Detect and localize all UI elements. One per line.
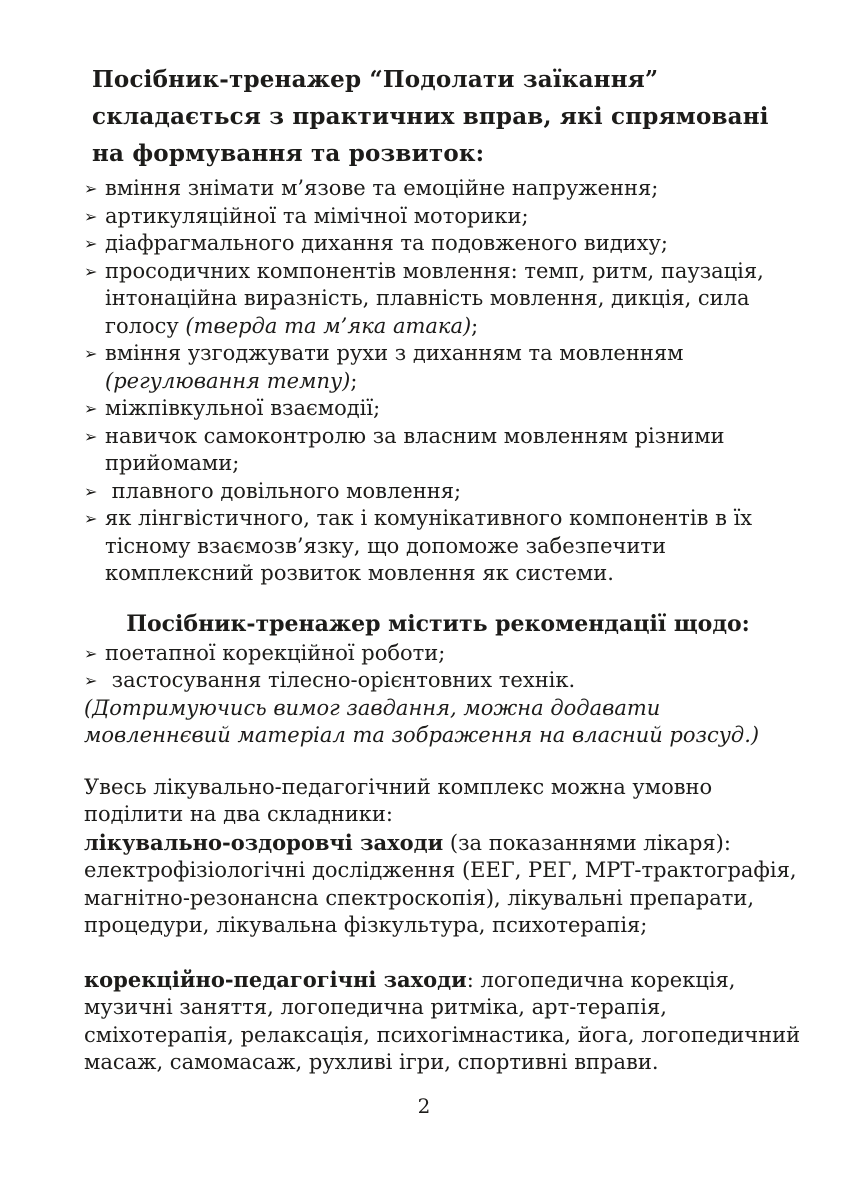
heading-main: Посібник-тренажер “Подолати заїкання” складається з практичних вправ, які спрямовані на формування та розвиток: xyxy=(92,66,769,167)
page-number: 2 xyxy=(417,1094,431,1118)
heading-recommendations: Посібник-тренажер містить рекомендації щодо: xyxy=(126,610,750,637)
list-item-text xyxy=(105,478,806,506)
text-run: Увесь лікувально-педагогічний комплекс можна умовно поділити на два складники: xyxy=(84,774,713,826)
arrow-bullet-icon: ➢ xyxy=(84,671,98,690)
list-item xyxy=(84,230,806,258)
text-run: корекційно-педагогічні заходи xyxy=(84,966,467,992)
bullet-list-development xyxy=(84,175,806,588)
text-run: (тверда та м’яка атака) xyxy=(185,313,472,338)
text-run: плавного довільного мовлення; xyxy=(105,478,462,503)
list-item-text xyxy=(105,230,806,258)
list-item xyxy=(84,505,806,588)
list-item-text xyxy=(105,395,806,423)
arrow-bullet-icon: ➢ xyxy=(84,179,98,198)
text-run: лікувально-оздоровчі заходи xyxy=(84,829,444,855)
list-item-text xyxy=(105,258,806,341)
list-item-text xyxy=(105,667,806,695)
list-item xyxy=(84,340,806,395)
list-item xyxy=(84,640,806,668)
list-item-text xyxy=(105,505,806,588)
page-content xyxy=(84,61,806,1077)
arrow-bullet-icon: ➢ xyxy=(84,234,98,253)
text-run: як лінгвістичного, так і комунікативного компонентів в їх тісному взаємозв’язку, що допоможе забезпечити комплексний розвиток мовлення як системи. xyxy=(105,506,753,585)
note-italic: (Дотримуючись вимог завдання, можна додавати мовленнєвий матеріал та зображення на власний розсуд.) xyxy=(84,695,760,747)
text-run: застосування тілесно-орієнтовних технік. xyxy=(105,668,576,692)
arrow-bullet-icon: ➢ xyxy=(84,344,98,363)
text-run: (за показаннями лікаря): електрофізіологічні дослідження (ЕЕГ, РЕГ, МРТ-трактографія, магнітно-резонансна спектроскопія), лікувальні препарати, процедури, лікувальна фізкультура, психотерапія; xyxy=(84,830,797,937)
text-run: : логопедична корекція, музичні заняття, логопедична ритміка, арт-терапія, сміхотерапія, релаксація, психогімнастика, йога, логопедичний масаж, самомасаж, рухливі ігри, спортивні вправи. xyxy=(84,967,801,1074)
text-run: (регулювання темпу) xyxy=(105,368,351,393)
text-run: ; xyxy=(471,313,479,338)
text-run: міжпівкульної взаємодії; xyxy=(105,396,381,420)
paragraph-pedagogical-measures xyxy=(84,966,806,1077)
text-run: просодичних компонентів мовлення: темп, ритм, паузація, інтонаційна виразність, плавність мовлення, дикція, сила голосу xyxy=(105,258,764,338)
bullet-list-recommendations xyxy=(84,640,806,695)
list-item-text xyxy=(105,423,806,478)
arrow-bullet-icon: ➢ xyxy=(84,261,98,281)
arrow-bullet-icon: ➢ xyxy=(84,426,98,446)
text-run: діафрагмального дихання та подовженого видиху; xyxy=(105,231,668,255)
list-item xyxy=(84,478,806,506)
paragraph-medical-measures xyxy=(84,829,806,940)
list-item-text xyxy=(105,340,806,395)
list-item-text xyxy=(105,175,806,203)
list-item xyxy=(84,258,806,341)
paragraph-intro xyxy=(84,774,806,829)
text-run: артикуляційної та мімічної моторики; xyxy=(105,203,529,228)
list-item-text xyxy=(105,640,806,668)
text-run: вміння узгоджувати рухи з диханням та мовленням xyxy=(105,341,684,365)
list-item xyxy=(84,395,806,423)
text-run: навичок самоконтролю за власним мовленням різними прийомами; xyxy=(105,423,725,475)
arrow-bullet-icon: ➢ xyxy=(84,399,98,418)
list-item xyxy=(84,667,806,695)
text-run: вміння знімати м’язове та емоційне напруження; xyxy=(105,176,659,200)
text-run: ; xyxy=(350,368,358,393)
list-item xyxy=(84,175,806,203)
list-item xyxy=(84,423,806,478)
list-item xyxy=(84,203,806,231)
arrow-bullet-icon: ➢ xyxy=(84,481,98,501)
arrow-bullet-icon: ➢ xyxy=(84,206,98,226)
text-run: поетапної корекційної роботи; xyxy=(105,640,446,665)
arrow-bullet-icon: ➢ xyxy=(84,643,98,663)
list-item-text xyxy=(105,203,806,231)
arrow-bullet-icon: ➢ xyxy=(84,509,98,528)
